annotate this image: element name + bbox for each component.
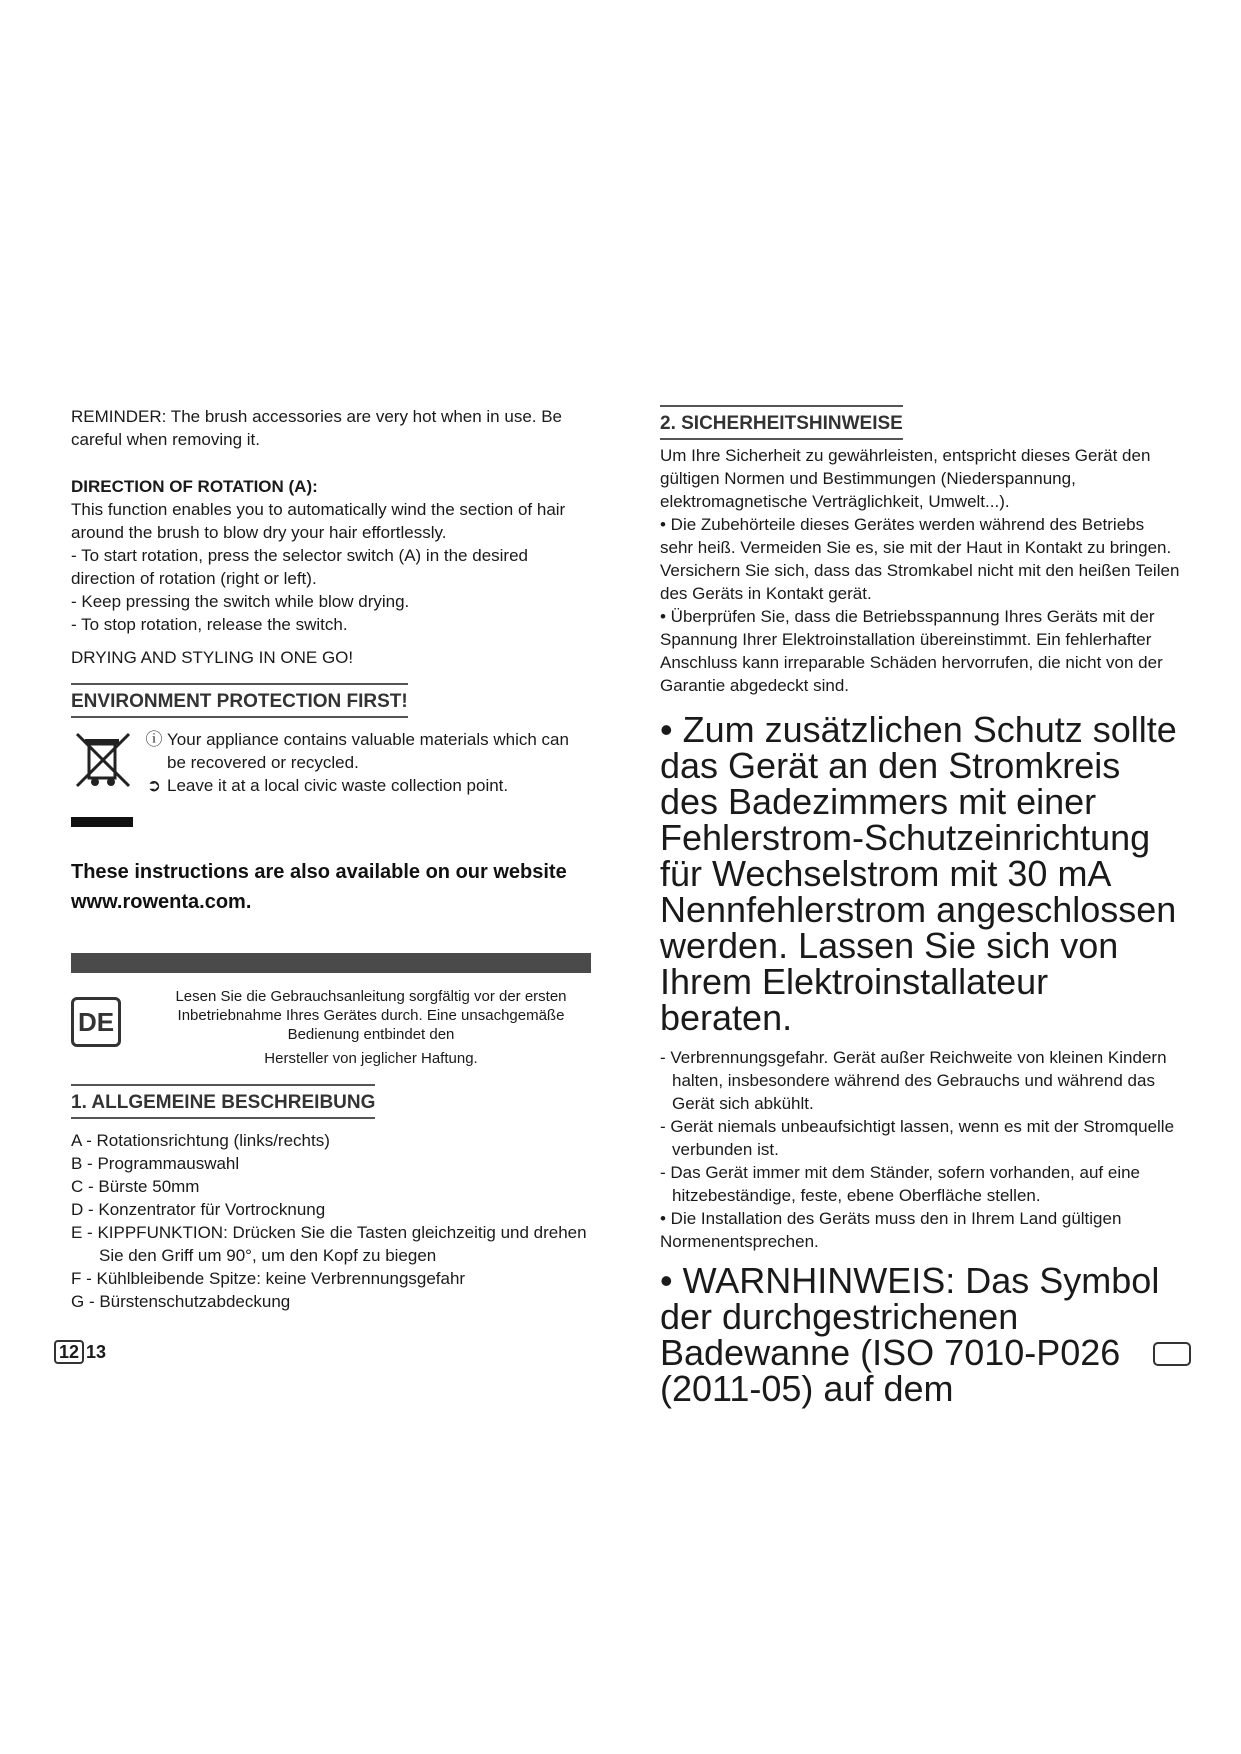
info-circle-icon: ⓘ (145, 730, 163, 749)
crossed-out-wheelie-bin-icon (71, 728, 135, 792)
list-item: G - Bürstenschutzabdeckung (71, 1292, 291, 1311)
list-item: Sie den Griff um 90°, um den Kopf zu biegen (99, 1246, 437, 1265)
env-line-2: Leave it at a local civic waste collection point. (167, 776, 509, 795)
safety-paragraph: • Die Zubehörteile dieses Gerätes werden während des Betriebs sehr heiß. Vermeiden Sie es, sie mit der Haut in Kontakt zu bringen. Versichern Sie sich, dass das Stromkabel nicht mit den heißen Teilen des Geräts in Kontakt gerät. (660, 515, 1180, 603)
reminder-text: REMINDER: The brush accessories are very hot when in use. Be careful when removing it. (71, 407, 563, 449)
drying-styling-text: DRYING AND STYLING IN ONE GO! (71, 648, 354, 667)
page-number-right: 13 (86, 1341, 107, 1362)
left-column (71, 405, 591, 1313)
list-item: B - Programmauswahl (71, 1154, 240, 1173)
safety-item: • Die Installation des Geräts muss den in Ihrem Land gültigen Normenentsprechen. (660, 1209, 1122, 1251)
de-intro-text: Lesen Sie die Gebrauchsanleitung sorgfältig vor der ersten Inbetriebnahme Ihres Gerätes durch. Eine unsachgemäße Bedienung entbindet den (175, 988, 567, 1043)
list-item: F - Kühlbleibende Spitze: keine Verbrennungsgefahr (71, 1269, 466, 1288)
list-item: E - KIPPFUNKTION: Drücken Sie die Tasten gleichzeitig und drehen (71, 1223, 587, 1242)
env-line-1: Your appliance contains valuable materials which can be recovered or recycled. (167, 730, 569, 772)
website-notice (71, 857, 591, 917)
page-numbers (54, 1340, 106, 1364)
rotation-heading: DIRECTION OF ROTATION (A): (71, 477, 318, 496)
large-safety-notice: • Zum zusätzlichen Schutz sollte das Gerät an den Stromkreis des Badezimmers mit einer Fehlerstrom-Schutzeinrichtung für Wechselstrom mit 30 mA Nennfehlerstrom angeschlossen werden. Lassen Sie sich von Ihrem Elektroinstallateur beraten. (660, 709, 1177, 1038)
page-number-left: 12 (54, 1340, 84, 1364)
grey-divider (71, 953, 591, 973)
black-divider (71, 817, 133, 827)
page-number-box-empty (1153, 1342, 1191, 1366)
de-intro-text-end: Hersteller von jeglicher Haftung. (264, 1050, 478, 1067)
env-heading: ENVIRONMENT PROTECTION FIRST! (71, 683, 408, 718)
safety-item: - Gerät niemals unbeaufsichtigt lassen, wenn es mit der Stromquelle verbunden ist. (660, 1117, 1175, 1159)
rotation-line: - To start rotation, press the selector switch (A) in the desired direction of rotation (right or left). (71, 546, 528, 588)
warning-notice: • WARNHINWEIS: Das Symbol der durchgestrichenen Badewanne (ISO 7010-P026 (2011-05) auf dem (660, 1260, 1160, 1409)
safety-paragraph: Um Ihre Sicherheit zu gewährleisten, entspricht dieses Gerät den gültigen Normen und Bestimmungen (Niederspannung, elektromagnetische Verträglichkeit, Umwelt...). (660, 446, 1151, 511)
safety-item: - Das Gerät immer mit dem Ständer, sofern vorhanden, auf eine hitzebeständige, feste, ebene Oberfläche stellen. (660, 1163, 1141, 1205)
website-url: www.rowenta.com. (71, 891, 252, 913)
german-intro (71, 987, 591, 1068)
list-item: A - Rotationsrichtung (links/rechts) (71, 1131, 330, 1150)
website-line-1: These instructions are also available on our website (71, 861, 567, 883)
list-item: C - Bürste 50mm (71, 1177, 200, 1196)
list-item: D - Konzentrator für Vortrocknung (71, 1200, 326, 1219)
rotation-line: - Keep pressing the switch while blow drying. (71, 592, 410, 611)
parts-list (71, 1129, 591, 1313)
rotation-line: - To stop rotation, release the switch. (71, 615, 348, 634)
section2-heading: 2. SICHERHEITSHINWEISE (660, 405, 903, 440)
env-notice (71, 728, 591, 797)
section1-heading: 1. ALLGEMEINE BESCHREIBUNG (71, 1084, 375, 1119)
safety-paragraph: • Überprüfen Sie, dass die Betriebsspannung Ihres Geräts mit der Spannung Ihrer Elektroinstallation übereinstimmt. Ein fehlerhafter Anschluss kann irreparable Schäden hervorrufen, die nicht von der Garantie abgedeckt sind. (660, 607, 1163, 695)
language-badge-de: DE (71, 997, 121, 1047)
safety-item: - Verbrennungsgefahr. Gerät außer Reichweite von kleinen Kindern halten, insbesondere während des Gebrauchs und während das Gerät sich abkühlt. (660, 1048, 1167, 1113)
rotation-line: This function enables you to automatically wind the section of hair around the brush to blow dry your hair effortlessly. (71, 500, 566, 542)
recycle-arrow-icon: ➲ (146, 776, 162, 795)
right-column (660, 405, 1180, 1407)
